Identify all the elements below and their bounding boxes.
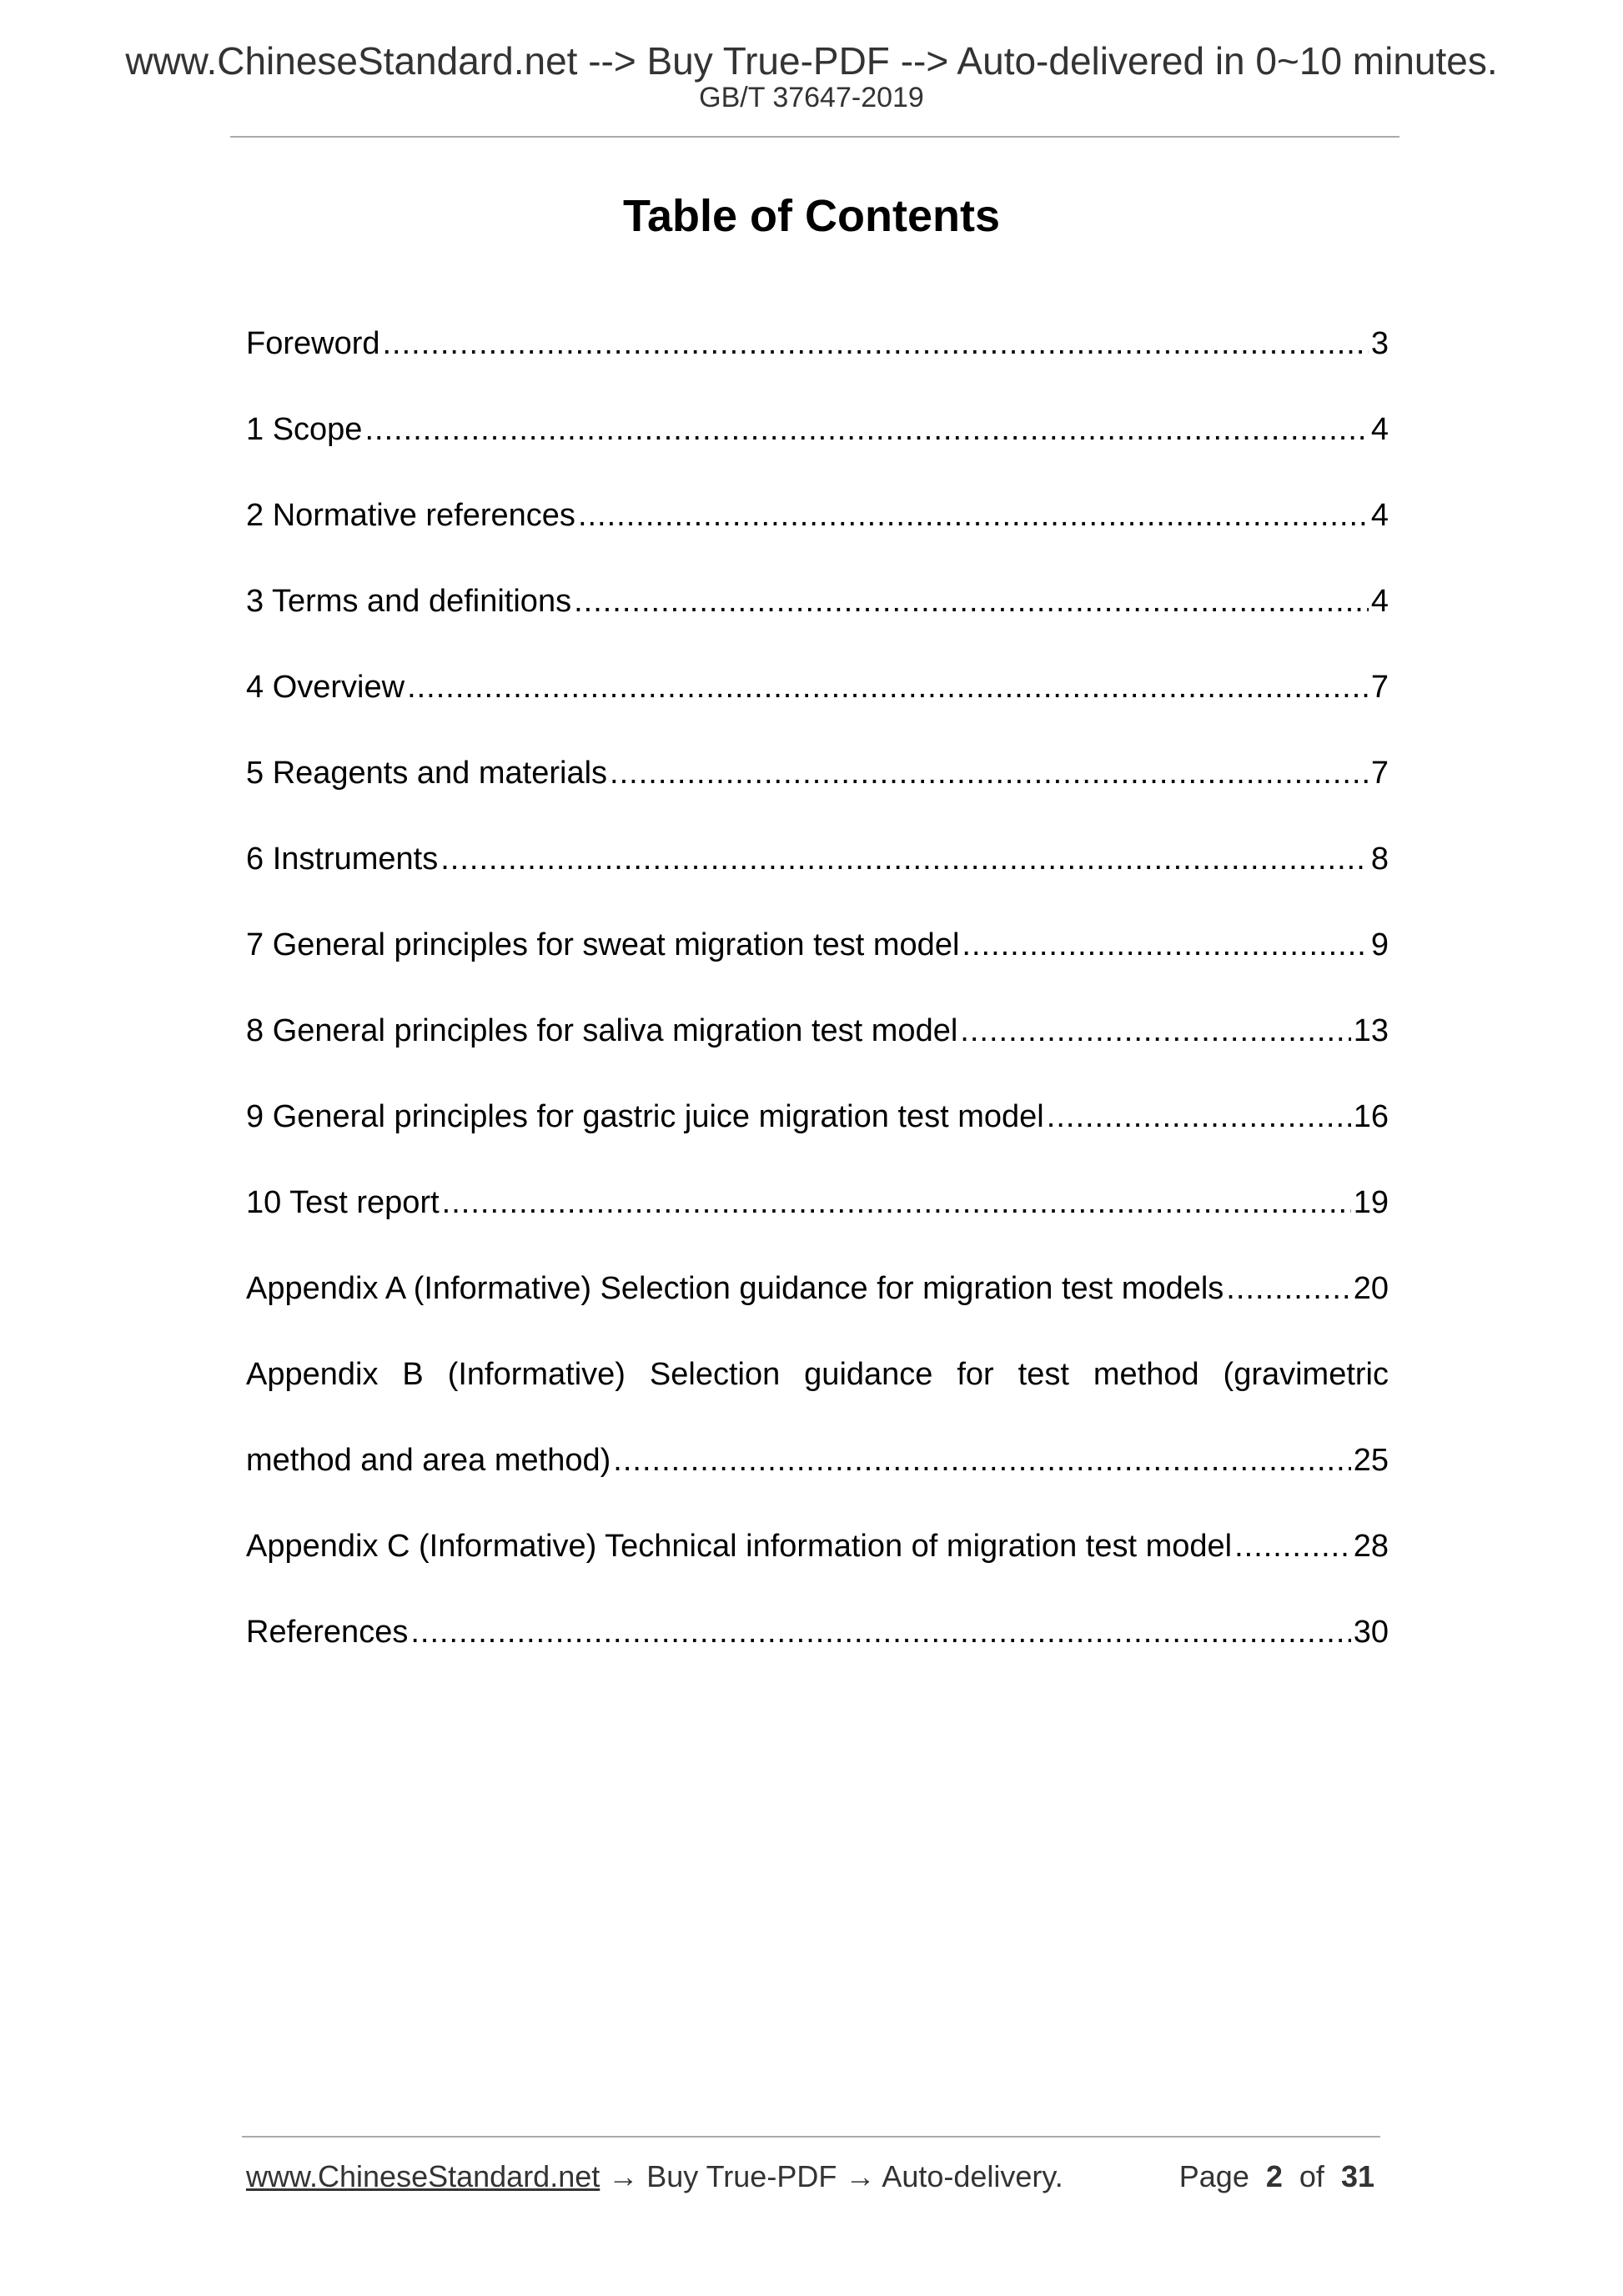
toc-label: 8 General principles for saliva migration test model [246, 1013, 958, 1048]
toc-leader [960, 1012, 1350, 1049]
toc-label: 5 Reagents and materials [246, 756, 608, 791]
toc-label: 2 Normative references [246, 498, 575, 533]
footer-tagline-text: → Buy True-PDF → Auto-delivery. [600, 2159, 1063, 2193]
toc-page-number: 20 [1353, 1271, 1389, 1306]
page-indicator [1178, 2159, 1374, 2193]
total-page-count: 31 [1340, 2159, 1374, 2193]
toc-entry-reagents-and-materials[interactable] [246, 755, 1389, 841]
toc-page-number: 4 [1370, 412, 1389, 447]
footer-divider [242, 2136, 1380, 2138]
toc-page-number: 28 [1353, 1529, 1389, 1564]
toc-entry-sweat-migration[interactable] [246, 927, 1389, 1012]
toc-page-number: 7 [1370, 670, 1389, 705]
page-title: Table of Contents [623, 191, 1000, 241]
toc-label: 9 General principles for gastric juice migration test model [246, 1099, 1044, 1134]
toc-label: method and area method) [246, 1443, 611, 1478]
toc-entry-terms-and-definitions[interactable] [246, 583, 1389, 669]
toc-leader [440, 841, 1369, 877]
toc-page-number: 30 [1353, 1615, 1389, 1650]
toc-leader [1226, 1270, 1350, 1307]
toc-label: 1 Scope [246, 412, 363, 447]
toc-page-number: 19 [1353, 1185, 1389, 1220]
toc-entry-gastric-juice-migration[interactable] [246, 1098, 1389, 1184]
toc-label: 6 Instruments [246, 842, 439, 877]
toc-leader [442, 1184, 1351, 1221]
toc-entry-appendix-b-line1[interactable] [246, 1356, 1389, 1442]
toc-leader [1047, 1098, 1351, 1135]
page-word: Page [1178, 2159, 1249, 2193]
toc-leader [574, 583, 1369, 620]
toc-leader [578, 497, 1369, 534]
standard-code: GB/T 37647-2019 [699, 82, 924, 113]
toc-label: 7 General principles for sweat migration test model [246, 927, 960, 962]
toc-label: Appendix C (Informative) Technical information of migration test model [246, 1529, 1233, 1564]
toc-leader [613, 1442, 1350, 1479]
toc-leader [410, 1614, 1350, 1650]
toc-label: Foreword [246, 326, 380, 361]
toc-entry-appendix-c[interactable] [246, 1528, 1389, 1614]
footer-site-link[interactable]: www.ChineseStandard.net [246, 2159, 600, 2193]
toc-label: References [246, 1615, 409, 1650]
toc-leader [1234, 1528, 1351, 1565]
toc-entry-instruments[interactable] [246, 841, 1389, 927]
toc-page-number: 25 [1353, 1443, 1389, 1478]
toc-entry-appendix-b-line2[interactable] [246, 1442, 1389, 1528]
toc-entry-scope[interactable] [246, 411, 1389, 497]
toc-entry-test-report[interactable] [246, 1184, 1389, 1270]
toc-entry-saliva-migration[interactable] [246, 1012, 1389, 1098]
toc-page-number: 13 [1353, 1013, 1389, 1048]
toc-page-number: 16 [1353, 1099, 1389, 1134]
toc-page-number: 4 [1370, 498, 1389, 533]
toc-label: 10 Test report [246, 1185, 440, 1220]
toc-entry-references[interactable] [246, 1614, 1389, 1700]
toc-page-number: 7 [1370, 756, 1389, 791]
toc-entry-appendix-a[interactable] [246, 1270, 1389, 1356]
toc-label: 3 Terms and definitions [246, 584, 572, 619]
toc-leader [610, 755, 1369, 791]
toc-label: 4 Overview [246, 670, 405, 705]
toc-page-number: 4 [1370, 584, 1389, 619]
toc-page-number: 9 [1370, 927, 1389, 962]
toc-leader [364, 411, 1368, 448]
toc-label: Appendix A (Informative) Selection guidance for migration test models [246, 1271, 1224, 1306]
toc-entry-normative-references[interactable] [246, 497, 1389, 583]
toc-leader [962, 927, 1368, 963]
toc-leader [383, 325, 1369, 362]
top-banner: www.ChineseStandard.net --> Buy True-PDF --> Auto-delivered in 0~10 minutes. [125, 39, 1498, 83]
current-page-number: 2 [1265, 2159, 1283, 2193]
toc-page-number: 3 [1370, 326, 1389, 361]
toc-label: Appendix B (Informative) Selection guidance for test method (gravimetric [246, 1357, 1389, 1392]
of-word: of [1299, 2159, 1324, 2193]
table-of-contents [246, 325, 1389, 1700]
toc-page-number: 8 [1370, 842, 1389, 877]
toc-entry-foreword[interactable] [246, 325, 1389, 411]
footer-tagline [246, 2159, 1063, 2193]
toc-entry-overview[interactable] [246, 669, 1389, 755]
header-divider [230, 136, 1399, 138]
toc-leader [407, 669, 1369, 706]
